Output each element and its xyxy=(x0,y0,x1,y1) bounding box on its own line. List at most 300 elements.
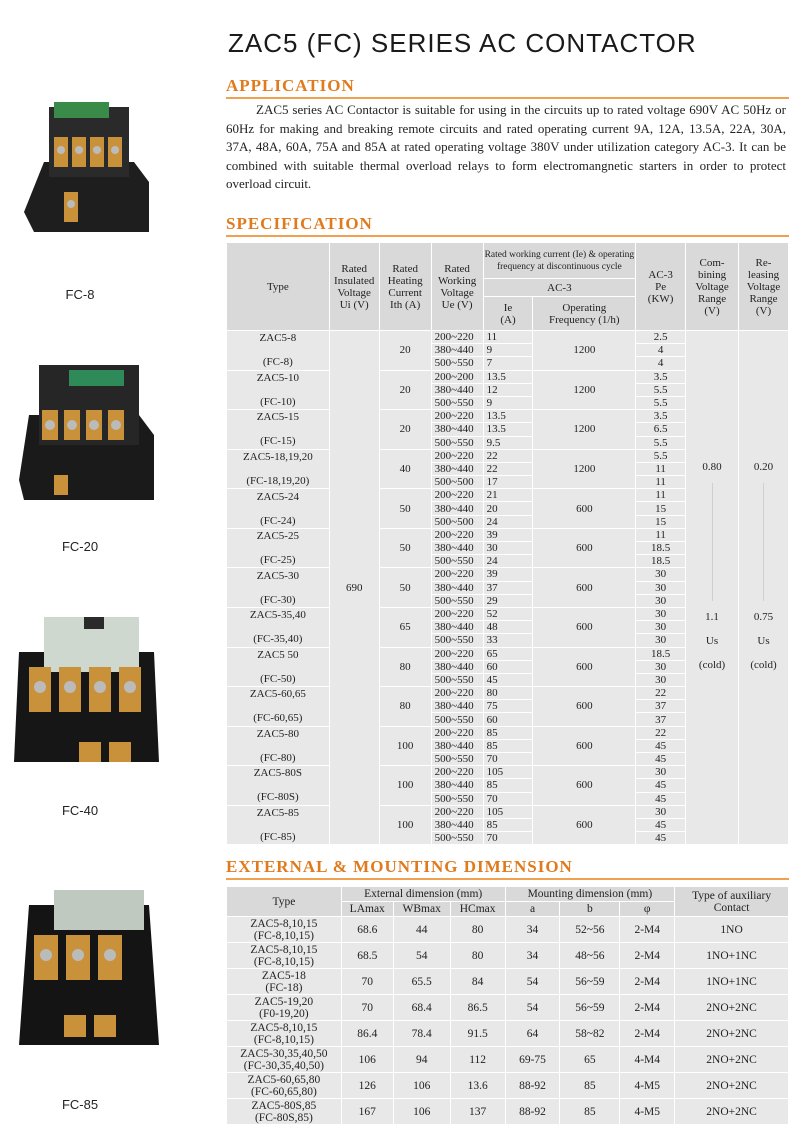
phi-value: 4-M5 xyxy=(620,1099,675,1125)
header-type: Type xyxy=(227,887,342,917)
pe-value: 11 xyxy=(636,476,686,489)
pe-value: 11 xyxy=(636,528,686,541)
auxiliary-contact-value: 1NO xyxy=(675,917,789,943)
type-fc-label: (FC-60,65) xyxy=(253,712,303,725)
header-a: a xyxy=(505,902,560,917)
type-fc-label: (FC-18) xyxy=(265,981,303,994)
releasing-unit: Us xyxy=(757,635,770,647)
ie-value: 13.5 xyxy=(483,423,533,436)
pe-value: 3.5 xyxy=(636,410,686,423)
type-label: ZAC5-10 xyxy=(256,371,299,384)
type-label: ZAC5-8,10,15 xyxy=(250,943,318,956)
pe-value: 37 xyxy=(636,713,686,726)
phi-value: 2-M4 xyxy=(620,969,675,995)
ie-value: 37 xyxy=(483,581,533,594)
ie-value: 60 xyxy=(483,713,533,726)
auxiliary-contact-value: 2NO+2NC xyxy=(675,1047,789,1073)
a-value: 88-92 xyxy=(505,1073,560,1099)
type-label: ZAC5-60,65,80 xyxy=(247,1073,321,1086)
header-ac3: AC-3 xyxy=(483,279,636,297)
product-caption: FC-40 xyxy=(61,803,99,818)
b-value: 85 xyxy=(560,1073,620,1099)
type-cell xyxy=(227,917,342,943)
type-cell xyxy=(227,1073,342,1099)
ue-value: 500~550 xyxy=(431,713,483,726)
releasing-voltage-cell xyxy=(739,331,789,845)
ie-value: 45 xyxy=(483,673,533,686)
ue-value: 200~220 xyxy=(431,805,483,818)
application-section xyxy=(226,76,789,99)
application-text: ZAC5 series AC Contactor is suitable for using in the circuits up to rated voltage 690V AC 50Hz or 60Hz for making and breaking remote circuits and rated operating current 9A, 12A, 13.5A, 22A, 30A, 37A, 48A, 60A, 75A and 85A at rated operating voltage 380V under utilization category AC-3. It can be combined with suitable thermal overload relays to form electromangnetic starters in order to protect overload circuit. xyxy=(226,102,786,191)
type-label: ZAC5-30,35,40,50 xyxy=(240,1047,328,1060)
specification-table xyxy=(226,242,789,845)
pe-value: 11 xyxy=(636,489,686,502)
divider xyxy=(226,878,789,880)
phi-value: 2-M4 xyxy=(620,1021,675,1047)
pe-value: 45 xyxy=(636,753,686,766)
pe-value: 30 xyxy=(636,607,686,620)
ue-value: 500~550 xyxy=(431,555,483,568)
ue-value: 200~220 xyxy=(431,568,483,581)
ue-value: 500~550 xyxy=(431,436,483,449)
ie-value: 85 xyxy=(483,818,533,831)
ue-value: 380~440 xyxy=(431,660,483,673)
hcmax-value: 112 xyxy=(450,1047,505,1073)
b-value: 56~59 xyxy=(560,969,620,995)
ue-value: 500~550 xyxy=(431,753,483,766)
type-cell xyxy=(227,410,330,450)
header-lamax: LAmax xyxy=(341,902,393,917)
ie-value: 48 xyxy=(483,621,533,634)
pe-value: 37 xyxy=(636,700,686,713)
phi-value: 4-M5 xyxy=(620,1073,675,1099)
auxiliary-contact-value: 2NO+2NC xyxy=(675,995,789,1021)
pe-value: 30 xyxy=(636,673,686,686)
type-fc-label: (FC-35,40) xyxy=(253,633,303,646)
pe-value: 30 xyxy=(636,621,686,634)
type-label: ZAC5-25 xyxy=(256,530,299,543)
type-cell xyxy=(227,489,330,529)
product-image-fc85 xyxy=(14,880,164,1055)
auxiliary-contact-value: 2NO+2NC xyxy=(675,1099,789,1125)
header-b: b xyxy=(560,902,620,917)
type-cell xyxy=(227,943,342,969)
frequency-value: 600 xyxy=(533,766,636,806)
ue-value: 380~440 xyxy=(431,779,483,792)
type-label: ZAC5-8,10,15 xyxy=(250,1021,318,1034)
ie-value: 20 xyxy=(483,502,533,515)
ith-value: 80 xyxy=(379,647,431,687)
pe-value: 30 xyxy=(636,581,686,594)
type-fc-label: (FC-25) xyxy=(260,554,296,567)
ie-value: 11 xyxy=(483,331,533,344)
frequency-value: 600 xyxy=(533,528,636,568)
header-hcmax: HCmax xyxy=(450,902,505,917)
table-row xyxy=(227,1099,789,1125)
lamax-value: 167 xyxy=(341,1099,393,1125)
header-mounting-dimension: Mounting dimension (mm) xyxy=(505,887,675,902)
a-value: 54 xyxy=(505,969,560,995)
type-label: ZAC5-80 xyxy=(256,727,299,740)
ue-value: 500~550 xyxy=(431,594,483,607)
ue-value: 380~440 xyxy=(431,423,483,436)
table-row xyxy=(227,1021,789,1047)
specification-section xyxy=(226,214,789,237)
type-label: ZAC5-85 xyxy=(256,807,299,820)
lamax-value: 70 xyxy=(341,995,393,1021)
table-row xyxy=(227,917,789,943)
application-heading: APPLICATION xyxy=(226,76,355,95)
type-cell xyxy=(227,969,342,995)
ie-value: 52 xyxy=(483,607,533,620)
ie-value: 80 xyxy=(483,687,533,700)
ue-value: 500~550 xyxy=(431,673,483,686)
ie-value: 29 xyxy=(483,594,533,607)
type-cell xyxy=(227,766,330,806)
type-cell xyxy=(227,1021,342,1047)
ith-value: 20 xyxy=(379,370,431,410)
lamax-value: 68.5 xyxy=(341,943,393,969)
type-label: ZAC5-8 xyxy=(259,332,297,345)
divider xyxy=(226,97,789,99)
pe-value: 2.5 xyxy=(636,331,686,344)
wbmax-value: 78.4 xyxy=(393,1021,450,1047)
ue-value: 200~220 xyxy=(431,449,483,462)
ie-value: 13.5 xyxy=(483,410,533,423)
ie-value: 70 xyxy=(483,753,533,766)
page-title: ZAC5 (FC) SERIES AC CONTACTOR xyxy=(228,28,697,58)
combining-note: (cold) xyxy=(698,659,726,671)
b-value: 56~59 xyxy=(560,995,620,1021)
lamax-value: 70 xyxy=(341,969,393,995)
pe-value: 3.5 xyxy=(636,370,686,383)
header-type: Type xyxy=(227,243,330,331)
ie-value: 12 xyxy=(483,383,533,396)
frequency-value: 1200 xyxy=(533,370,636,410)
ue-value: 200~220 xyxy=(431,410,483,423)
ue-value: 380~440 xyxy=(431,542,483,555)
ith-value: 65 xyxy=(379,607,431,647)
wbmax-value: 106 xyxy=(393,1099,450,1125)
releasing-value: 0.20 xyxy=(753,461,774,473)
a-value: 64 xyxy=(505,1021,560,1047)
type-cell xyxy=(227,805,330,845)
lamax-value: 68.6 xyxy=(341,917,393,943)
ui-value: 690 xyxy=(329,331,379,845)
type-label: ZAC5-18,19,20 xyxy=(243,450,313,463)
table-row xyxy=(227,943,789,969)
type-cell xyxy=(227,568,330,608)
lamax-value: 106 xyxy=(341,1047,393,1073)
ue-value: 200~220 xyxy=(431,766,483,779)
frequency-value: 600 xyxy=(533,726,636,766)
table-row xyxy=(227,1073,789,1099)
table-row xyxy=(227,995,789,1021)
ie-value: 9 xyxy=(483,344,533,357)
ith-value: 100 xyxy=(379,726,431,766)
ue-value: 200~220 xyxy=(431,528,483,541)
type-fc-label: (FC-50) xyxy=(260,672,296,685)
releasing-value: 0.75 xyxy=(753,611,774,623)
ie-value: 70 xyxy=(483,792,533,805)
ue-value: 380~440 xyxy=(431,502,483,515)
pe-value: 30 xyxy=(636,660,686,673)
a-value: 88-92 xyxy=(505,1099,560,1125)
type-label: ZAC5-19,20 xyxy=(254,995,314,1008)
header-ie: Ie (A) xyxy=(483,297,533,331)
ue-value: 380~440 xyxy=(431,383,483,396)
ie-value: 105 xyxy=(483,766,533,779)
table-row xyxy=(227,969,789,995)
type-cell xyxy=(227,1047,342,1073)
specification-heading: SPECIFICATION xyxy=(226,214,373,233)
ue-value: 500~550 xyxy=(431,396,483,409)
header-releasing-voltage: Re- leasing Voltage Range (V) xyxy=(739,243,789,331)
wbmax-value: 106 xyxy=(393,1073,450,1099)
ue-value: 200~200 xyxy=(431,370,483,383)
pe-value: 30 xyxy=(636,805,686,818)
frequency-value: 600 xyxy=(533,647,636,687)
type-fc-label: (FC-10) xyxy=(260,395,296,408)
header-ui: Rated Insulated Voltage Ui (V) xyxy=(329,243,379,331)
pe-value: 18.5 xyxy=(636,647,686,660)
dimension-heading: EXTERNAL & MOUNTING DIMENSION xyxy=(226,857,573,876)
b-value: 58~82 xyxy=(560,1021,620,1047)
type-fc-label: (FC-80S) xyxy=(257,791,299,804)
ie-value: 85 xyxy=(483,739,533,752)
pe-value: 45 xyxy=(636,832,686,845)
frequency-value: 600 xyxy=(533,607,636,647)
hcmax-value: 80 xyxy=(450,943,505,969)
type-label: ZAC5-18 xyxy=(261,969,306,982)
ie-value: 39 xyxy=(483,568,533,581)
ue-value: 380~440 xyxy=(431,462,483,475)
ie-value: 105 xyxy=(483,805,533,818)
ie-value: 75 xyxy=(483,700,533,713)
ie-value: 85 xyxy=(483,779,533,792)
header-external-dimension: External dimension (mm) xyxy=(341,887,505,902)
type-fc-label: (FC-80) xyxy=(260,751,296,764)
type-fc-label: (FC-8,10,15) xyxy=(253,955,314,968)
pe-value: 6.5 xyxy=(636,423,686,436)
a-value: 54 xyxy=(505,995,560,1021)
ie-value: 17 xyxy=(483,476,533,489)
type-cell xyxy=(227,331,330,371)
type-label: ZAC5-24 xyxy=(256,490,299,503)
hcmax-value: 84 xyxy=(450,969,505,995)
a-value: 34 xyxy=(505,943,560,969)
ue-value: 380~440 xyxy=(431,621,483,634)
header-rated-working-current: Rated working current (Ie) & operating frequency at discontinuous cycle xyxy=(483,243,636,279)
ith-value: 50 xyxy=(379,568,431,608)
ue-value: 200~220 xyxy=(431,331,483,344)
header-frequency: Operating Frequency (1/h) xyxy=(533,297,636,331)
auxiliary-contact-value: 2NO+2NC xyxy=(675,1073,789,1099)
type-cell xyxy=(227,647,330,687)
pe-value: 5.5 xyxy=(636,436,686,449)
header-wbmax: WBmax xyxy=(393,902,450,917)
pe-value: 11 xyxy=(636,462,686,475)
pe-value: 30 xyxy=(636,568,686,581)
ue-value: 200~220 xyxy=(431,489,483,502)
ith-value: 20 xyxy=(379,331,431,371)
a-value: 69-75 xyxy=(505,1047,560,1073)
type-cell xyxy=(227,370,330,410)
ie-value: 65 xyxy=(483,647,533,660)
ue-value: 380~440 xyxy=(431,581,483,594)
ie-value: 7 xyxy=(483,357,533,370)
type-label: ZAC5 50 xyxy=(257,648,299,661)
ue-value: 500~500 xyxy=(431,515,483,528)
ue-value: 380~440 xyxy=(431,700,483,713)
ith-value: 100 xyxy=(379,766,431,806)
pe-value: 22 xyxy=(636,726,686,739)
combining-value: 1.1 xyxy=(705,611,719,623)
ue-value: 500~550 xyxy=(431,357,483,370)
ie-value: 22 xyxy=(483,462,533,475)
ie-value: 24 xyxy=(483,555,533,568)
frequency-value: 600 xyxy=(533,687,636,727)
pe-value: 30 xyxy=(636,594,686,607)
pe-value: 4 xyxy=(636,344,686,357)
pe-value: 45 xyxy=(636,818,686,831)
ith-value: 50 xyxy=(379,528,431,568)
ie-value: 39 xyxy=(483,528,533,541)
header-ue: Rated Working Voltage Ue (V) xyxy=(431,243,483,331)
ue-value: 500~550 xyxy=(431,792,483,805)
hcmax-value: 91.5 xyxy=(450,1021,505,1047)
ie-value: 30 xyxy=(483,542,533,555)
phi-value: 2-M4 xyxy=(620,995,675,1021)
type-fc-label: (FC-8,10,15) xyxy=(253,929,314,942)
ie-value: 24 xyxy=(483,515,533,528)
ue-value: 380~440 xyxy=(431,818,483,831)
auxiliary-contact-value: 1NO+1NC xyxy=(675,969,789,995)
type-cell xyxy=(227,995,342,1021)
ie-value: 85 xyxy=(483,726,533,739)
pe-value: 5.5 xyxy=(636,396,686,409)
combining-unit: Us xyxy=(705,635,719,647)
frequency-value: 600 xyxy=(533,805,636,845)
type-cell xyxy=(227,726,330,766)
lamax-value: 86.4 xyxy=(341,1021,393,1047)
combining-voltage-cell xyxy=(686,331,739,845)
header-phi: φ xyxy=(620,902,675,917)
header-auxiliary-contact: Type of auxiliary Contact xyxy=(675,887,789,917)
divider xyxy=(763,483,764,601)
ue-value: 500~550 xyxy=(431,832,483,845)
type-fc-label: (FC-15) xyxy=(260,435,296,448)
pe-value: 15 xyxy=(636,515,686,528)
ith-value: 80 xyxy=(379,687,431,727)
ith-value: 40 xyxy=(379,449,431,489)
ith-value: 50 xyxy=(379,489,431,529)
ie-value: 9.5 xyxy=(483,436,533,449)
a-value: 34 xyxy=(505,917,560,943)
ue-value: 500~500 xyxy=(431,476,483,489)
header-pe: AC-3 Pe (KW) xyxy=(636,243,686,331)
wbmax-value: 65.5 xyxy=(393,969,450,995)
pe-value: 4 xyxy=(636,357,686,370)
lamax-value: 126 xyxy=(341,1073,393,1099)
frequency-value: 600 xyxy=(533,568,636,608)
type-fc-label: (FC-30,35,40,50) xyxy=(243,1059,324,1072)
wbmax-value: 94 xyxy=(393,1047,450,1073)
ie-value: 21 xyxy=(483,489,533,502)
hcmax-value: 137 xyxy=(450,1099,505,1125)
ie-value: 70 xyxy=(483,832,533,845)
ue-value: 200~220 xyxy=(431,647,483,660)
ith-value: 20 xyxy=(379,410,431,450)
pe-value: 30 xyxy=(636,766,686,779)
type-label: ZAC5-15 xyxy=(256,411,299,424)
ue-value: 380~440 xyxy=(431,739,483,752)
type-label: ZAC5-35,40 xyxy=(249,609,306,622)
product-image-fc40 xyxy=(14,612,164,777)
ue-value: 500~550 xyxy=(431,634,483,647)
table-row xyxy=(227,331,789,344)
wbmax-value: 44 xyxy=(393,917,450,943)
hcmax-value: 86.5 xyxy=(450,995,505,1021)
dimension-section xyxy=(226,857,789,880)
auxiliary-contact-value: 1NO+1NC xyxy=(675,943,789,969)
divider xyxy=(226,235,789,237)
product-caption: FC-20 xyxy=(61,539,99,554)
pe-value: 15 xyxy=(636,502,686,515)
type-cell xyxy=(227,687,330,727)
pe-value: 18.5 xyxy=(636,555,686,568)
hcmax-value: 80 xyxy=(450,917,505,943)
product-image-fc20 xyxy=(14,355,164,510)
b-value: 85 xyxy=(560,1099,620,1125)
divider xyxy=(712,483,713,601)
ie-value: 60 xyxy=(483,660,533,673)
pe-value: 5.5 xyxy=(636,449,686,462)
pe-value: 18.5 xyxy=(636,542,686,555)
frequency-value: 1200 xyxy=(533,331,636,371)
hcmax-value: 13.6 xyxy=(450,1073,505,1099)
product-image-fc8 xyxy=(14,92,164,247)
frequency-value: 1200 xyxy=(533,410,636,450)
type-cell xyxy=(227,607,330,647)
type-fc-label: (FC-8) xyxy=(262,356,293,369)
ie-value: 9 xyxy=(483,396,533,409)
ith-value: 100 xyxy=(379,805,431,845)
b-value: 65 xyxy=(560,1047,620,1073)
auxiliary-contact-value: 2NO+2NC xyxy=(675,1021,789,1047)
product-caption: FC-8 xyxy=(65,287,95,302)
type-cell xyxy=(227,1099,342,1125)
product-caption: FC-85 xyxy=(61,1097,99,1112)
ue-value: 380~440 xyxy=(431,344,483,357)
type-cell xyxy=(227,449,330,489)
type-fc-label: (F0-19,20) xyxy=(259,1007,309,1020)
releasing-note: (cold) xyxy=(750,659,777,671)
ie-value: 22 xyxy=(483,449,533,462)
ie-value: 13.5 xyxy=(483,370,533,383)
pe-value: 45 xyxy=(636,779,686,792)
type-label: ZAC5-80S,85 xyxy=(251,1099,317,1112)
type-label: ZAC5-60,65 xyxy=(249,688,306,701)
phi-value: 4-M4 xyxy=(620,1047,675,1073)
b-value: 52~56 xyxy=(560,917,620,943)
type-fc-label: (FC-60,65,80) xyxy=(250,1085,317,1098)
wbmax-value: 68.4 xyxy=(393,995,450,1021)
b-value: 48~56 xyxy=(560,943,620,969)
type-fc-label: (FC-85) xyxy=(260,831,296,844)
wbmax-value: 54 xyxy=(393,943,450,969)
pe-value: 5.5 xyxy=(636,383,686,396)
